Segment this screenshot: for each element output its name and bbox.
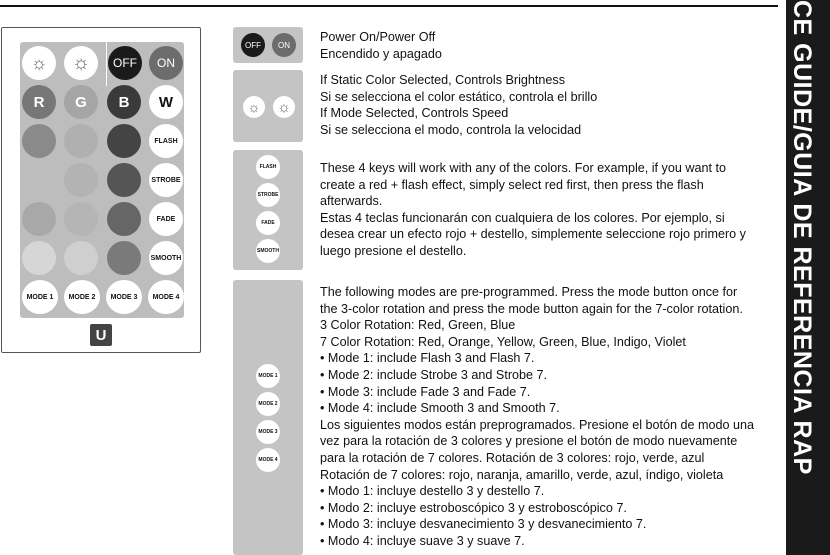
red-button[interactable]: R <box>22 85 56 119</box>
strobe-button[interactable]: STROBE <box>149 163 183 197</box>
panel-mode4-button: MODE 4 <box>256 448 280 472</box>
panel-on-button: ON <box>272 33 296 57</box>
modes-panel <box>233 280 303 555</box>
power-panel <box>233 27 303 63</box>
mode3-button[interactable]: MODE 3 <box>106 280 142 314</box>
color-button-r3c1[interactable] <box>22 163 56 197</box>
white-button[interactable]: W <box>149 85 183 119</box>
mode4-button[interactable]: MODE 4 <box>148 280 184 314</box>
brand-logo: U <box>90 324 112 346</box>
smooth-button[interactable]: SMOOTH <box>149 241 183 275</box>
color-button-r3c3[interactable] <box>107 163 141 197</box>
on-button[interactable]: ON <box>149 46 183 80</box>
color-button-r5c1[interactable] <box>22 241 56 275</box>
color-button-r2c3[interactable] <box>107 124 141 158</box>
power-description: Power On/Power Off Encendido y apagado <box>320 30 442 61</box>
sidebar-title: CE GUIDE/GUIA DE REFERENCIA RAP <box>788 0 816 475</box>
panel-strobe-button: STROBE <box>256 183 280 207</box>
sun-large-icon: ☼ <box>71 51 91 74</box>
panel-off-button: OFF <box>241 33 265 57</box>
mode1-button[interactable]: MODE 1 <box>22 280 58 314</box>
color-button-r2c1[interactable] <box>22 124 56 158</box>
sidebar-title-band <box>786 0 830 555</box>
remote-control <box>1 27 201 353</box>
brightness-down-button[interactable] <box>22 46 56 80</box>
color-button-r4c1[interactable] <box>22 202 56 236</box>
color-button-r2c2[interactable] <box>64 124 98 158</box>
color-button-r4c2[interactable] <box>64 202 98 236</box>
color-button-r4c3[interactable] <box>107 202 141 236</box>
sun-small-icon: ☼ <box>30 52 48 73</box>
fade-button[interactable]: FADE <box>149 202 183 236</box>
blue-button[interactable]: B <box>107 85 141 119</box>
modes-description: The following modes are pre-programmed. Press the mode button once for the 3-color rotation and press the mode button again for the 7-color rotation. 3 Color Rotation: Red, Green, Blue 7 Color Rotation: Red, Orange, Yellow, Green, Blue, Indigo, Violet • Mode 1: include Flash 3 and Flash 7. • Mode 2: include Strobe 3 and Strobe 7. • Mode 3: include Fade 3 and Fade 7. • Mode 4: include Smooth 3 and Smooth 7. Los siguientes modos están preprogramados. Presione el botón de modo una vez para la rotación de 3 colores y presione el botón de modo nuevamente para la rotación de 7 colores. Rotación de 3 colores: rojo, verde, azul Rotación de 7 colores: rojo, naranja, amarillo, verde, azul, índigo, violeta • Modo 1: incluye destello 3 y destello 7. • Modo 2: incluye estroboscópico 3 y estroboscópico 7. • Modo 3: incluye desvanecimiento 3 y desvanecimiento 7. • Modo 4: incluye suave 3 y suave 7. <box>320 285 755 548</box>
brightness-up-button[interactable] <box>64 46 98 80</box>
top-row-divider <box>106 42 107 86</box>
color-button-r3c2[interactable] <box>64 163 98 197</box>
panel-brightness-up-icon: ☼ <box>273 96 295 118</box>
off-button[interactable]: OFF <box>108 46 142 80</box>
mode2-button[interactable]: MODE 2 <box>64 280 100 314</box>
panel-mode1-button: MODE 1 <box>256 364 280 388</box>
panel-mode3-button: MODE 3 <box>256 420 280 444</box>
panel-brightness-down-icon: ☼ <box>243 96 265 118</box>
flash-button[interactable]: FLASH <box>149 124 183 158</box>
panel-smooth-button: SMOOTH <box>256 239 280 263</box>
panel-mode2-button: MODE 2 <box>256 392 280 416</box>
effects-panel <box>233 150 303 270</box>
brightness-panel <box>233 70 303 142</box>
panel-fade-button: FADE <box>256 211 280 235</box>
brightness-description: If Static Color Selected, Controls Brightness Si se selecciona el color estático, controla el brillo If Mode Selected, Controls Speed Si se selecciona el modo, controla la velocidad <box>320 73 598 137</box>
color-button-r5c3[interactable] <box>107 241 141 275</box>
panel-flash-button: FLASH <box>256 155 280 179</box>
header-rule <box>0 5 778 7</box>
color-button-r5c2[interactable] <box>64 241 98 275</box>
effects-description: These 4 keys will work with any of the colors. For example, if you want to create a red + flash effect, simply select red first, then press the flash afterwards. Estas 4 teclas funcionarán con cualquiera de los colores. Por ejemplo, si desea crear un efecto rojo + destello, simplemente seleccione rojo primero y luego presione el destello. <box>320 161 746 258</box>
green-button[interactable]: G <box>64 85 98 119</box>
